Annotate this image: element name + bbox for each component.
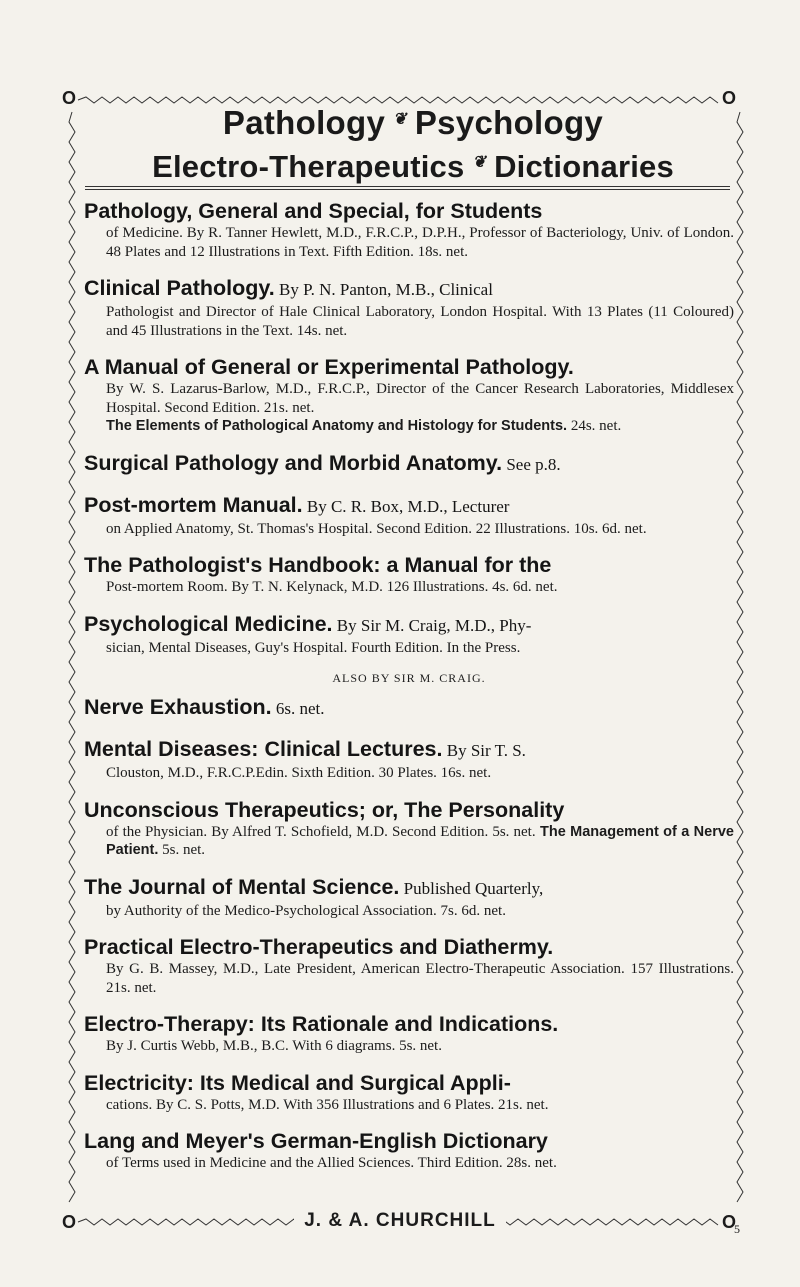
book-author-inline: Published Quarterly, — [399, 878, 544, 898]
book-title — [84, 354, 734, 380]
book-description-text: of the Physician. By Alfred T. Schofield, M.D. Second Edition. 5s. net. — [106, 823, 536, 840]
book-title — [84, 694, 734, 722]
book-entry — [84, 874, 734, 921]
book-description — [84, 1154, 734, 1173]
book-description-text: By J. Curtis Webb, M.B., B.C. With 6 diagrams. 5s. net. — [106, 1038, 442, 1054]
book-entry — [84, 694, 734, 722]
book-entry — [84, 492, 734, 539]
book-title-text: Psychological Medicine. — [84, 611, 333, 636]
book-title — [84, 797, 734, 823]
book-title-text: Pathology, General and Special, for Students — [84, 199, 543, 223]
book-title — [84, 275, 734, 303]
book-description-text: Post-mortem Room. By T. N. Kelynack, M.D. 126 Illustrations. 4s. 6d. net. — [106, 579, 558, 595]
book-entry — [84, 1011, 734, 1056]
book-description-text: Clouston, M.D., F.R.C.P.Edin. Sixth Edition. 30 Plates. 16s. net. — [106, 765, 492, 781]
book-author-inline: By C. R. Box, M.D., Lecturer — [302, 496, 510, 516]
book-title-text: The Journal of Mental Science. — [84, 874, 400, 899]
book-entry — [84, 198, 734, 261]
book-description — [84, 960, 734, 997]
book-description — [84, 520, 734, 539]
book-author-inline: 6s. net. — [271, 699, 325, 718]
book-title — [84, 611, 734, 639]
publisher-name: J. & A. CHURCHILL — [294, 1210, 506, 1231]
book-entry — [84, 736, 734, 783]
book-description — [84, 303, 734, 340]
book-description-text: of Medicine. By R. Tanner Hewlett, M.D., F.R.C.P., D.P.H., Professor of Bacteriology, Univ. of London. 48 Plates and 12 Illustrations in Text. Fifth Edition. 18s. net. — [106, 225, 734, 260]
book-title — [84, 934, 734, 960]
book-description-text: By G. B. Massey, M.D., Late President, American Electro-Therapeutic Association. 157 Illustrations. 21s. net. — [106, 961, 734, 996]
book-description — [84, 380, 734, 436]
book-description — [84, 823, 734, 860]
book-description-text: by Authority of the Medico-Psychological Association. 7s. 6d. net. — [106, 902, 506, 919]
page-number: 5 — [734, 1222, 740, 1236]
book-entry — [84, 1070, 734, 1115]
title-dictionaries: Dictionaries — [494, 149, 674, 184]
book-author-inline: By Sir T. S. — [442, 741, 526, 760]
related-book-title: The Management of a Nerve Patient. — [106, 823, 734, 858]
book-title — [84, 450, 734, 478]
book-description — [84, 639, 734, 658]
book-title — [84, 1128, 734, 1154]
book-title — [84, 874, 734, 902]
book-title — [84, 492, 734, 520]
book-entry — [84, 354, 734, 436]
book-description — [84, 224, 734, 261]
book-entry — [84, 450, 734, 478]
book-entry — [84, 275, 734, 340]
ornament-icon: ❦ — [472, 154, 487, 171]
book-description — [84, 578, 734, 597]
book-title-text: Electricity: Its Medical and Surgical Appli- — [84, 1070, 511, 1095]
also-by-note: ALSO BY SIR M. CRAIG. — [332, 671, 486, 685]
ornament-icon: ❦ — [393, 111, 407, 128]
title-psychology: Psychology — [414, 104, 604, 141]
book-title — [84, 1011, 734, 1037]
book-title-text: Electro-Therapy: Its Rationale and Indications. — [84, 1012, 559, 1036]
book-description — [84, 764, 734, 783]
book-title — [84, 1070, 734, 1096]
book-list — [84, 198, 734, 1187]
book-title-text: Surgical Pathology and Morbid Anatomy. — [84, 450, 503, 475]
related-book-title: The Elements of Pathological Anatomy and Histology for Students. — [106, 418, 568, 434]
book-description-text: cations. By C. S. Potts, M.D. With 356 Illustrations and 6 Plates. 21s. net. — [106, 1096, 549, 1113]
book-title-text: A Manual of General or Experimental Pathology. — [84, 355, 574, 379]
book-title — [84, 736, 734, 764]
book-entry — [84, 797, 734, 860]
book-description-text: on Applied Anatomy, St. Thomas's Hospital. Second Edition. 22 Illustrations. 10s. 6d. net. — [106, 520, 647, 537]
book-description-text: By W. S. Lazarus-Barlow, M.D., F.R.C.P., Director of the Cancer Research Laboratories, Middlesex Hospital. Second Edition. 21s. net. — [106, 381, 734, 416]
book-entry — [84, 552, 734, 597]
corner-ornament-bottom-right: O — [722, 1212, 737, 1232]
book-title-text: Mental Diseases: Clinical Lectures. — [84, 737, 443, 761]
title-divider — [85, 186, 730, 190]
book-description — [84, 1096, 734, 1115]
related-book-price: 24s. net. — [567, 418, 622, 434]
book-title-text: Lang and Meyer's German-English Dictionary — [84, 1129, 548, 1153]
book-entry — [84, 1128, 734, 1173]
book-author-inline: By Sir M. Craig, M.D., Phy- — [332, 615, 532, 635]
corner-ornament-bottom-left: O — [62, 1212, 77, 1232]
book-author-inline: By P. N. Panton, M.B., Clinical — [274, 280, 493, 299]
book-title-text: Practical Electro-Therapeutics and Diathermy. — [84, 935, 554, 959]
book-title-text: The Pathologist's Handbook: a Manual for the — [84, 553, 552, 577]
book-description-text: of Terms used in Medicine and the Allied Sciences. Third Edition. 28s. net. — [106, 1155, 557, 1171]
book-title-text: Post-mortem Manual. — [84, 492, 303, 517]
title-electro-therapeutics: Electro-Therapeutics — [152, 149, 465, 184]
corner-ornament-top-right: O — [722, 88, 737, 108]
publisher-footer — [0, 1210, 800, 1232]
book-author-inline: See p.8. — [502, 454, 561, 474]
book-description — [84, 902, 734, 921]
book-title — [84, 198, 734, 224]
book-title-text: Unconscious Therapeutics; or, The Personality — [84, 797, 565, 822]
related-book-price: 5s. net. — [158, 842, 206, 858]
page-title — [88, 100, 738, 187]
book-entry — [84, 611, 734, 658]
corner-ornament-top-left: O — [62, 88, 77, 108]
book-title-text: Clinical Pathology. — [84, 276, 275, 300]
book-title — [84, 552, 734, 578]
book-description — [84, 1037, 734, 1056]
book-description-text: Pathologist and Director of Hale Clinical Laboratory, London Hospital. With 13 Plates (11 Coloured) and 45 Illustrations in the Text. 14s. net. — [106, 304, 734, 339]
book-description-text: sician, Mental Diseases, Guy's Hospital. Fourth Edition. In the Press. — [106, 639, 521, 656]
title-pathology: Pathology — [222, 104, 386, 141]
book-entry — [84, 934, 734, 997]
book-title-text: Nerve Exhaustion. — [84, 695, 272, 719]
